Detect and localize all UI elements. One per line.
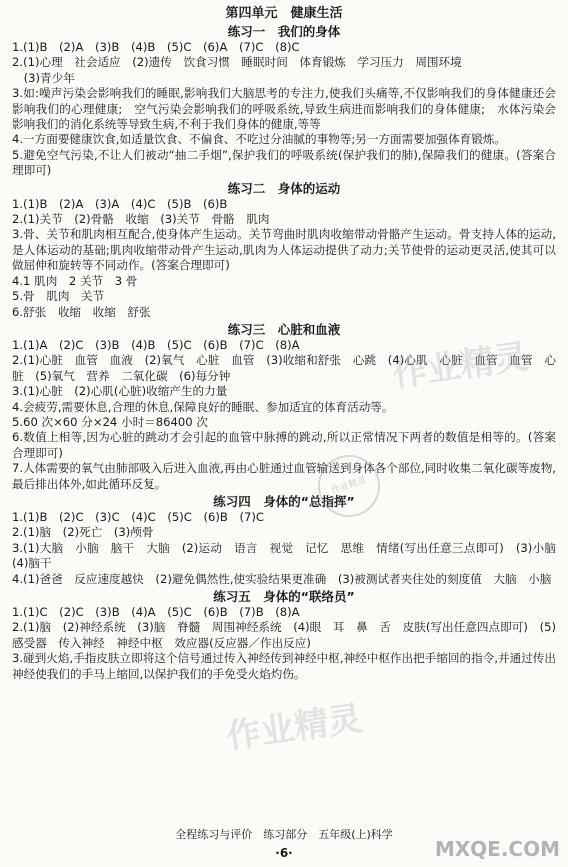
answer-line: 3.碰到火焰,手指皮肤立即将这个信号通过传入神经传到神经中枢,神经中枢作出把手缩回的指令,并通过传出神经使我们的手马上缩回,以保护我们的手免受火焰灼伤。	[12, 651, 556, 681]
answer-line: 1.(1)A (2)C (3)B (4)B (5)C (6)B (7)C (8)A	[12, 337, 300, 352]
section-title: 练习三 心脏和血液	[227, 321, 341, 337]
answer-line: 5.60 次×60 分×24 小时＝86400 次	[12, 414, 208, 429]
answer-line: 1.(1)B (2)C (3)C (4)C (5)C (6)B (7)C	[12, 509, 264, 524]
unit-title: 第四单元 健康生活	[225, 6, 343, 21]
answer-line: 4.1 肌肉 2 关节 3 骨	[12, 273, 138, 288]
answer-line: 5.避免空气污染,不让人们被动“抽二手烟”,保护我们的呼吸系统(保护我们的肺),保障我们的健康。(答案合理即可)	[12, 147, 556, 178]
answer-line: 1.(1)B (2)A (3)B (4)B (5)C (6)A (7)C (8)C	[12, 40, 300, 54]
watermark-text: 作业精灵	[224, 698, 365, 758]
answer-line: 3.骨、关节和肌肉相互配合,使身体产生运动。关节弯曲时肌肉收缩带动骨骼产生运动。骨支持人体的运动,是人体运动的基础;肌肉收缩带动骨产生运动,肌肉为人体运动提供了动力;关节使骨的运动更灵活,使其可以做屈伸和旋转等不同动作。(答案合理即可)	[12, 227, 556, 273]
section-title: 练习四 身体的“总指挥”	[213, 493, 355, 509]
answer-line: 3.(1)心脏 (2)心肌(心脏)收缩产生的力量	[12, 384, 228, 399]
section-title: 练习五 身体的“联络员”	[213, 589, 355, 604]
answer-line: 1.(1)C (2)C (3)B (4)A (5)C (6)B (7)B (8)A	[12, 605, 300, 619]
answer-line: 3.(1)大脑 小脑 脑干 大脑 (2)运动 语言 视觉 记忆 思维 情绪(写出任意三点即可) (3)小脑 (4)脑干	[12, 540, 568, 571]
page-number: ·6·	[275, 846, 293, 860]
answer-line: 6.数值上相等,因为心脏的跳动才会引起的血管中脉搏的跳动,所以正常情况下两者的数值是相等的。(答案合理即可)	[12, 430, 556, 460]
answer-line: 7.人体需要的氧气由肺部吸入后进入血液,再由心脏通过血管输送到身体各个部位,同时收集二氧化碳等废物,最后排出体外,如此循环反复。	[12, 461, 556, 491]
answer-line: 2.(1)心理 社会适应 (2)遗传 饮食习惯 睡眠时间 体育锻炼 学习压力 周围环境	[12, 55, 462, 70]
watermark-text: 作业精灵	[390, 336, 531, 396]
answer-line: 4.一方面要健康饮食,如适量饮食、不偏食、不吃过分油腻的事物等;另一方面需要加强体育锻炼。	[12, 132, 506, 147]
section-title: 练习一 我们的身体	[227, 24, 341, 39]
answer-line: 6.舒张 收缩 收缩 舒张	[12, 304, 151, 319]
footer-text: 全程练习与评价 练习部分 五年级(上)科学	[175, 828, 393, 841]
answer-line: 2.(1)关节 (2)骨骼 收缩 (3)关节 骨骼 肌肉	[12, 212, 270, 227]
answer-line: 5.骨 肌肉 关节	[12, 289, 105, 304]
answer-line: 4.(1)爸爸 反应速度越快 (2)避免偶然性,使实验结果更准确 (3)被测试者夹住处的刻度值 大脑 小脑	[12, 571, 552, 586]
answer-line: 1.(1)B (2)A (3)A (4)C (5)B (6)B	[12, 196, 228, 211]
answer-line: 3.如:噪声污染会影响我们的睡眠,影响我们大脑思考的专注力,使我们头痛等,不仅影响我们的身体健康还会影响我们的心理健康; 空气污染会影响我们的呼吸系统,导致生病进而影响我们的身体健康; 水体污染会影响我们的消化系统等导致生病,不利于我们身体的健康,等等	[12, 86, 556, 132]
section-title: 练习二 身体的运动	[227, 180, 341, 196]
answer-line: 4.会疲劳,需要休息,合理的休息,保障良好的睡眠、参加适宜的体育活动等。	[12, 399, 394, 414]
corner-watermark: MXQE.COM	[434, 837, 560, 861]
answer-line: 2.(1)脑 (2)死亡 (3)颅骨	[12, 525, 154, 540]
answer-line: (3)青少年	[12, 70, 75, 85]
answer-line: 2.(1)脑 (2)神经系统 (3)脑 脊髓 周围神经系统 (4)眼 耳 鼻 舌 皮肤(写出任意四点即可) (5)感受器 传入神经 神经中枢 效应器(反应器／作出反应)	[12, 620, 556, 650]
answer-line: 2.(1)心脏 血管 血液 (2)氧气 心脏 血管 (3)收缩和舒张 心跳 (4)心肌 心脏 血管 血管 心脏 (5)氧气 营养 二氧化碳 (6)每分钟	[12, 353, 556, 383]
watermark-stamp: 作业精灵	[310, 447, 388, 525]
